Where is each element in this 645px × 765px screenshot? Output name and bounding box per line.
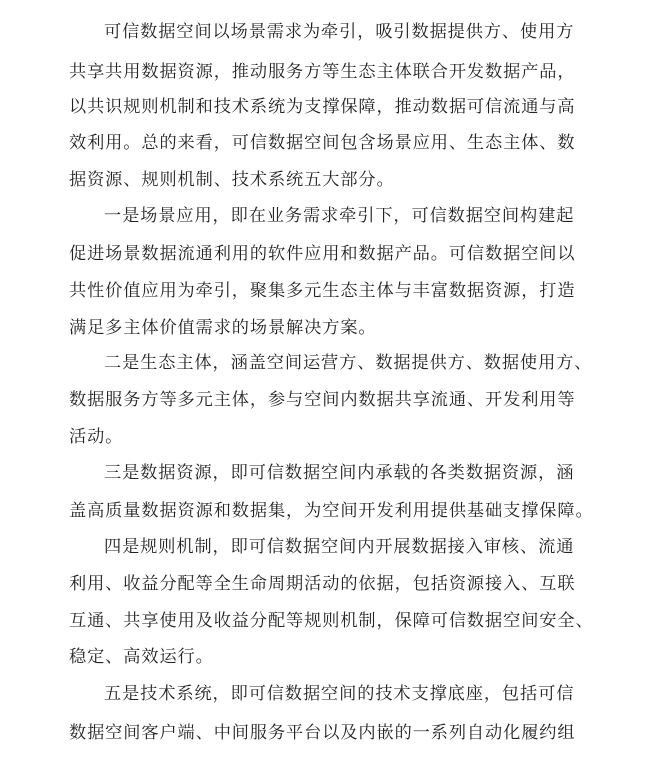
paragraph-1-line-4: 效利用。总的来看，可信数据空间包含场景应用、生态主体、数 [69, 133, 576, 153]
paragraph-5-line-4: 稳定、高效运行。 [69, 647, 214, 667]
paragraph-1-line-5: 据资源、规则机制、技术系统五大部分。 [69, 170, 395, 190]
paragraph-1-line-1: 可信数据空间以场景需求为牵引，吸引数据提供方、使用方 [104, 22, 575, 42]
paragraph-5-line-3: 互通、共享使用及收益分配等规则机制，保障可信数据空间安全、 [69, 611, 594, 631]
paragraph-1-line-2: 共享共用数据资源，推动服务方等生态主体联合开发数据产品， [69, 62, 576, 82]
paragraph-1-line-3: 以共识规则机制和技术系统为支撑保障，推动数据可信流通与高 [69, 97, 576, 117]
paragraph-3-line-2: 数据服务方等多元主体，参与空间内数据共享流通、开发利用等 [69, 390, 576, 410]
paragraph-6-line-2: 数据空间客户端、中间服务平台以及内嵌的一系列自动化履约组 [69, 723, 576, 743]
paragraph-3-line-1: 二是生态主体，涵盖空间运营方、数据提供方、数据使用方、 [104, 353, 593, 373]
paragraph-4-line-1: 三是数据资源，即可信数据空间内承载的各类数据资源，涵 [104, 463, 575, 483]
paragraph-4-line-2: 盖高质量数据资源和数据集，为空间开发利用提供基础支撑保障。 [69, 501, 594, 521]
paragraph-6-line-1: 五是技术系统，即可信数据空间的技术支撑底座，包括可信 [104, 684, 575, 704]
paragraph-2-line-4: 满足多主体价值需求的场景解决方案。 [69, 318, 377, 338]
paragraph-2-line-1: 一是场景应用，即在业务需求牵引下，可信数据空间构建起 [104, 206, 575, 226]
paragraph-2-line-3: 共性价值应用为牵引，聚集多元生态主体与丰富数据资源，打造 [69, 281, 576, 301]
paragraph-5-line-1: 四是规则机制，即可信数据空间内开展数据接入审核、流通 [104, 537, 575, 557]
paragraph-5-line-2: 利用、收益分配等全生命周期活动的依据，包括资源接入、互联 [69, 574, 576, 594]
paragraph-3-line-3: 活动。 [69, 427, 124, 447]
paragraph-2-line-2: 促进场景数据流通利用的软件应用和数据产品。可信数据空间以 [69, 244, 576, 264]
